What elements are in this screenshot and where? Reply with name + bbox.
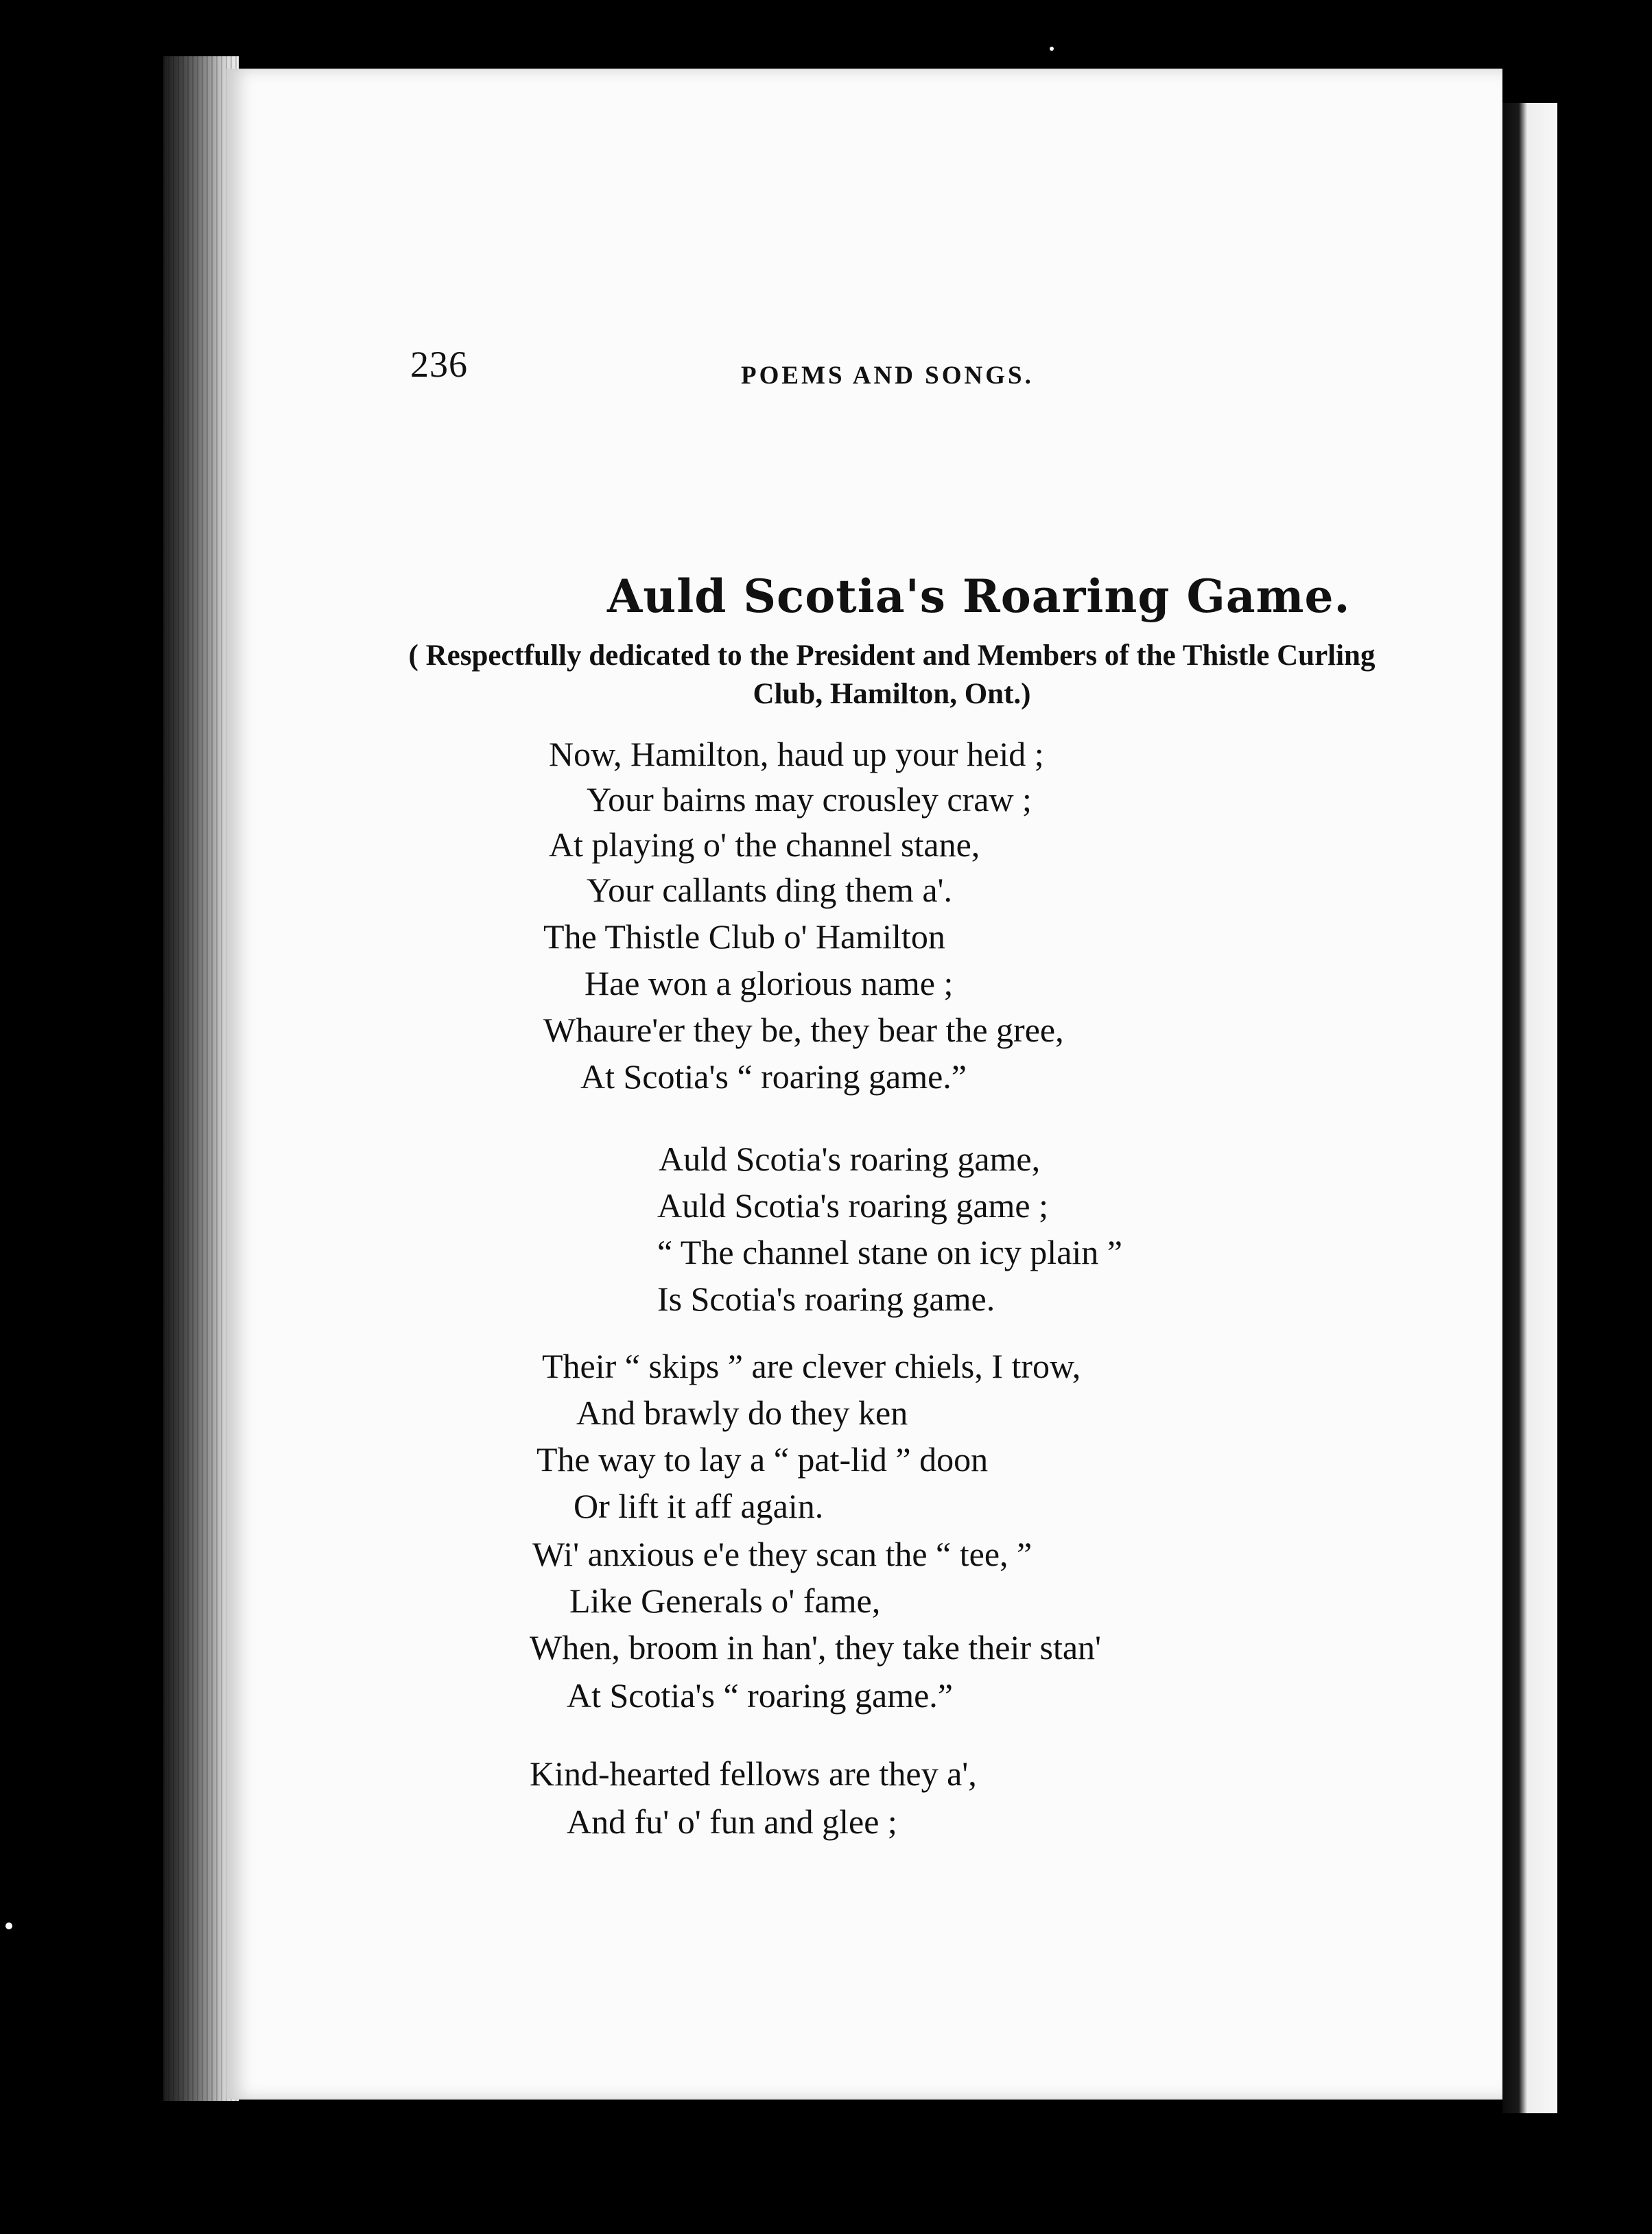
poem-line: Your callants ding them a'.: [587, 871, 953, 909]
poem-line: And brawly do they ken: [576, 1394, 908, 1432]
poem-line: Your bairns may crousley craw ;: [587, 780, 1032, 819]
chorus-line: Auld Scotia's roaring game ;: [657, 1186, 1048, 1225]
chorus-line: Is Scotia's roaring game.: [657, 1280, 995, 1318]
poem-dedication: ( Respectfully dedicated to the President and Members of the Thistle Curling Club, Hamilton, Ont.): [408, 639, 1376, 710]
poem-line: The Thistle Club o' Hamilton: [543, 917, 945, 956]
poem-line: At Scotia's “ roaring game.”: [580, 1057, 967, 1096]
poem-line: Their “ skips ” are clever chiels, I trow,: [542, 1347, 1081, 1385]
poem-line: At Scotia's “ roaring game.”: [567, 1676, 953, 1715]
poem-line: Hae won a glorious name ;: [585, 964, 954, 1002]
scan-background-right: [1557, 103, 1652, 2113]
scan-speck: [1050, 47, 1054, 51]
poem-line: The way to lay a “ pat-lid ” doon: [536, 1440, 989, 1479]
poem-line: Whaure'er they be, they bear the gree,: [543, 1011, 1064, 1049]
poem-line: Now, Hamilton, haud up your heid ;: [549, 735, 1044, 773]
poem-line: At playing o' the channel stane,: [549, 825, 980, 864]
chorus-line: “ The channel stane on icy plain ”: [657, 1233, 1122, 1271]
facing-page-edge: [1502, 103, 1557, 2113]
poem-line: Or lift it aff again.: [574, 1487, 824, 1525]
page-number: 236: [410, 344, 468, 385]
scan-speck: [5, 1923, 12, 1929]
poem-line: When, broom in han', they take their stan': [530, 1628, 1102, 1667]
chorus-line: Auld Scotia's roaring game,: [659, 1140, 1041, 1178]
poem-line: Like Generals o' fame,: [569, 1582, 881, 1620]
poem-title: Auld Scotia's Roaring Game.: [607, 569, 1351, 623]
poem-line: And fu' o' fun and glee ;: [567, 1802, 897, 1841]
running-title: POEMS AND SONGS.: [741, 362, 1034, 390]
poem-line: Kind-hearted fellows are they a',: [530, 1754, 977, 1793]
poem-line: Wi' anxious e'e they scan the “ tee, ”: [532, 1535, 1032, 1573]
